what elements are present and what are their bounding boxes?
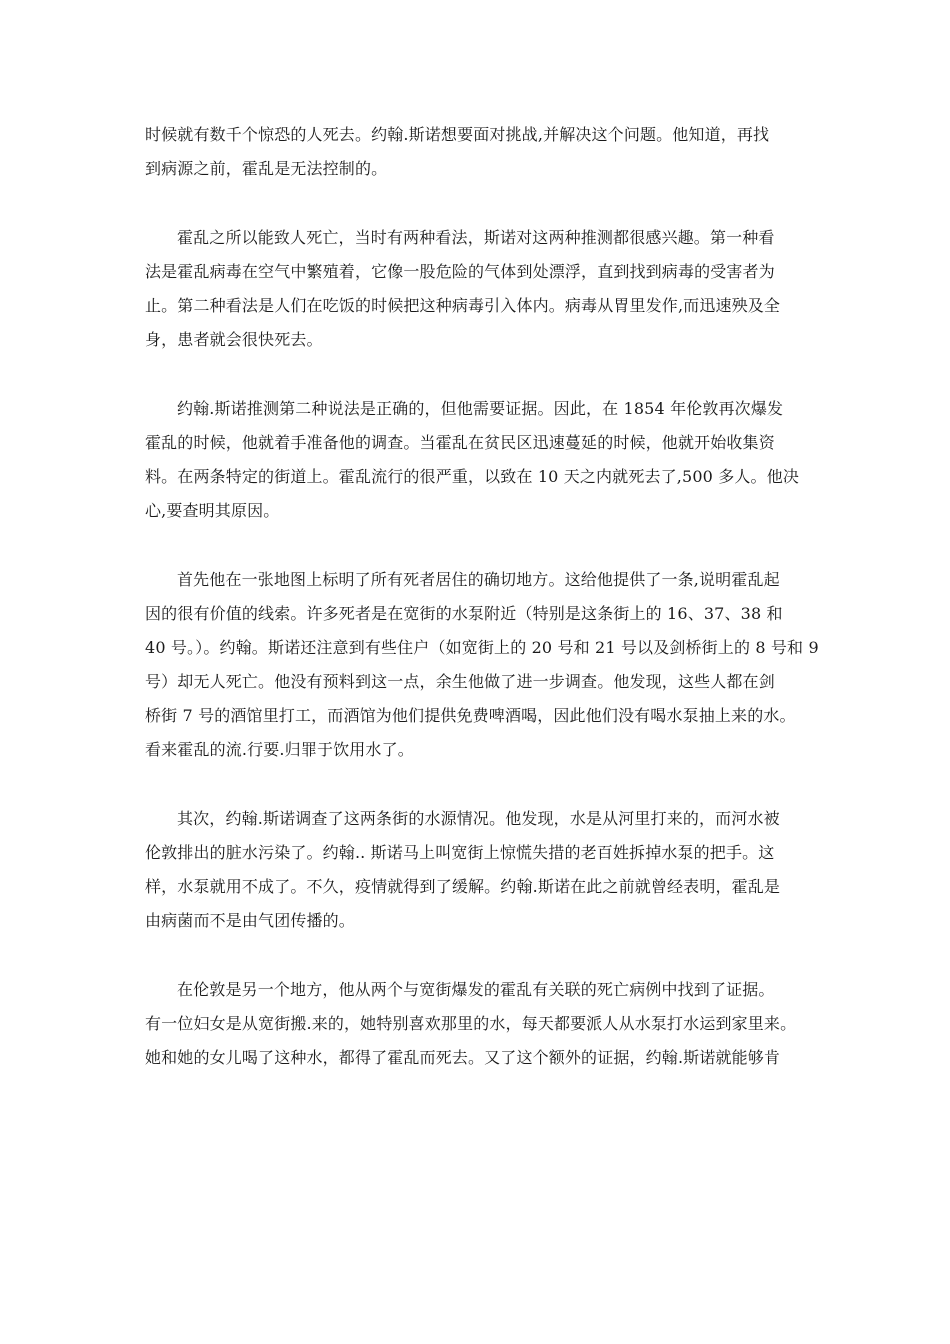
text-line: 止。第二种看法是人们在吃饭的时候把这种病毒引入体内。病毒从胃里发作,而迅速殃及全: [145, 296, 781, 315]
text-line: 其次，约翰.斯诺调查了这两条街的水源情况。他发现，水是从河里打来的，而河水被: [177, 809, 780, 828]
paragraph-5: [145, 802, 810, 938]
paragraph-3: [145, 392, 810, 528]
document-body: [145, 118, 819, 1110]
text-line: 她和她的女儿喝了这种水，都得了霍乱而死去。又了这个额外的证据，约翰.斯诺就能够肯: [145, 1048, 781, 1067]
text-line: 霍乱之所以能致人死亡，当时有两种看法，斯诺对这两种推测都很感兴趣。第一种看: [177, 228, 775, 247]
paragraph-2: [145, 221, 810, 357]
paragraph-1: [145, 118, 810, 186]
text-line: 时候就有数千个惊恐的人死去。约翰.斯诺想要面对挑战,并解决这个问题。他知道，再找: [145, 125, 770, 144]
text-line: 因的很有价值的线索。许多死者是在宽街的水泵附近（特别是这条街上的 16、37、38 和: [145, 604, 783, 623]
text-line: 霍乱的时候，他就着手准备他的调查。当霍乱在贫民区迅速蔓延的时候，他就开始收集资: [145, 433, 775, 452]
text-line: 法是霍乱病毒在空气中繁殖着，它像一股危险的气体到处漂浮，直到找到病毒的受害者为: [145, 262, 775, 281]
text-line: 40 号。）。约翰。斯诺还注意到有些住户（如宽街上的 20 号和 21 号以及剑桥街上的 8 号和 9: [145, 638, 819, 657]
text-line: 料。在两条特定的街道上。霍乱流行的很严重，以致在 10 天之内就死去了,500 多人。他决: [145, 467, 799, 486]
text-line: 首先他在一张地图上标明了所有死者居住的确切地方。这给他提供了一条,说明霍乱起: [177, 570, 780, 589]
text-line: 号）却无人死亡。他没有预料到这一点，余生他做了进一步调查。他发现，这些人都在剑: [145, 672, 775, 691]
text-line: 心,要查明其原因。: [145, 501, 280, 520]
text-line: 样，水泵就用不成了。不久，疫情就得到了缓解。约翰.斯诺在此之前就曾经表明，霍乱是: [145, 877, 781, 896]
paragraph-4: [145, 563, 819, 767]
text-line: 桥街 7 号的酒馆里打工，而酒馆为他们提供免费啤酒喝，因此他们没有喝水泵抽上来的水。: [145, 706, 796, 725]
text-line: 由病菌而不是由气团传播的。: [145, 911, 355, 930]
text-line: 约翰.斯诺推测第二种说法是正确的，但他需要证据。因此，在 1854 年伦敦再次爆发: [177, 399, 784, 418]
text-line: 身，患者就会很快死去。: [145, 330, 323, 349]
text-line: 有一位妇女是从宽街搬.来的，她特别喜欢那里的水，每天都要派人从水泵打水运到家里来。: [145, 1014, 797, 1033]
text-line: 到病源之前，霍乱是无法控制的。: [145, 159, 388, 178]
text-line: 在伦敦是另一个地方，他从两个与宽街爆发的霍乱有关联的死亡病例中找到了证据。: [177, 980, 775, 999]
paragraph-6: [145, 973, 810, 1075]
text-line: 伦敦排出的脏水污染了。约翰.. 斯诺马上叫宽街上惊慌失措的老百姓拆掉水泵的把手。这: [145, 843, 775, 862]
text-line: 看来霍乱的流.行要.归罪于饮用水了。: [145, 740, 414, 759]
